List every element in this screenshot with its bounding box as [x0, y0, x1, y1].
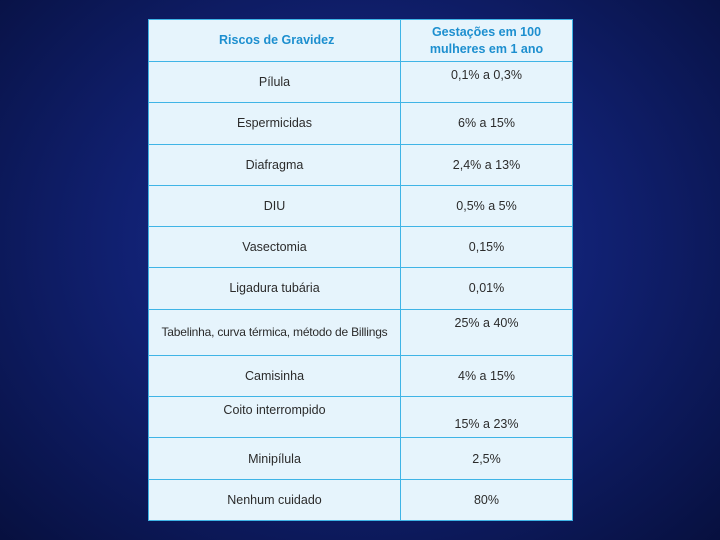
- rate-cell: 15% a 23%: [401, 397, 573, 438]
- table-row: [149, 144, 573, 185]
- method-cell: Minipílula: [149, 438, 401, 479]
- rate-cell: 2,5%: [401, 438, 573, 479]
- rate-cell: 2,4% a 13%: [401, 144, 573, 185]
- table-row: [149, 268, 573, 309]
- contraception-risk-table-container: [148, 19, 572, 521]
- method-cell: Nenhum cuidado: [149, 479, 401, 520]
- table-row: [149, 103, 573, 144]
- method-cell: Ligadura tubária: [149, 268, 401, 309]
- method-cell: Coito interrompido: [149, 397, 401, 438]
- rate-cell: 0,01%: [401, 268, 573, 309]
- method-cell: Camisinha: [149, 355, 401, 396]
- method-cell: Pílula: [149, 62, 401, 103]
- rate-cell: 80%: [401, 479, 573, 520]
- table-row: [149, 185, 573, 226]
- table-row: [149, 479, 573, 520]
- table-row: [149, 355, 573, 396]
- method-cell: Tabelinha, curva térmica, método de Billings: [149, 309, 401, 355]
- method-cell: DIU: [149, 185, 401, 226]
- contraception-risk-table: [148, 19, 573, 521]
- table-row: [149, 397, 573, 438]
- table-row: [149, 309, 573, 355]
- method-cell: Vasectomia: [149, 227, 401, 268]
- method-cell: Espermicidas: [149, 103, 401, 144]
- header-pregnancies: Gestações em 100 mulheres em 1 ano: [401, 20, 573, 62]
- table-header-row: [149, 20, 573, 62]
- method-cell: Diafragma: [149, 144, 401, 185]
- header-risk: Riscos de Gravidez: [149, 20, 401, 62]
- table-row: [149, 227, 573, 268]
- rate-cell: 0,5% a 5%: [401, 185, 573, 226]
- table-row: [149, 438, 573, 479]
- table-row: [149, 62, 573, 103]
- rate-cell: 0,1% a 0,3%: [401, 62, 573, 103]
- rate-cell: 4% a 15%: [401, 355, 573, 396]
- rate-cell: 0,15%: [401, 227, 573, 268]
- rate-cell: 6% a 15%: [401, 103, 573, 144]
- rate-cell: 25% a 40%: [401, 309, 573, 355]
